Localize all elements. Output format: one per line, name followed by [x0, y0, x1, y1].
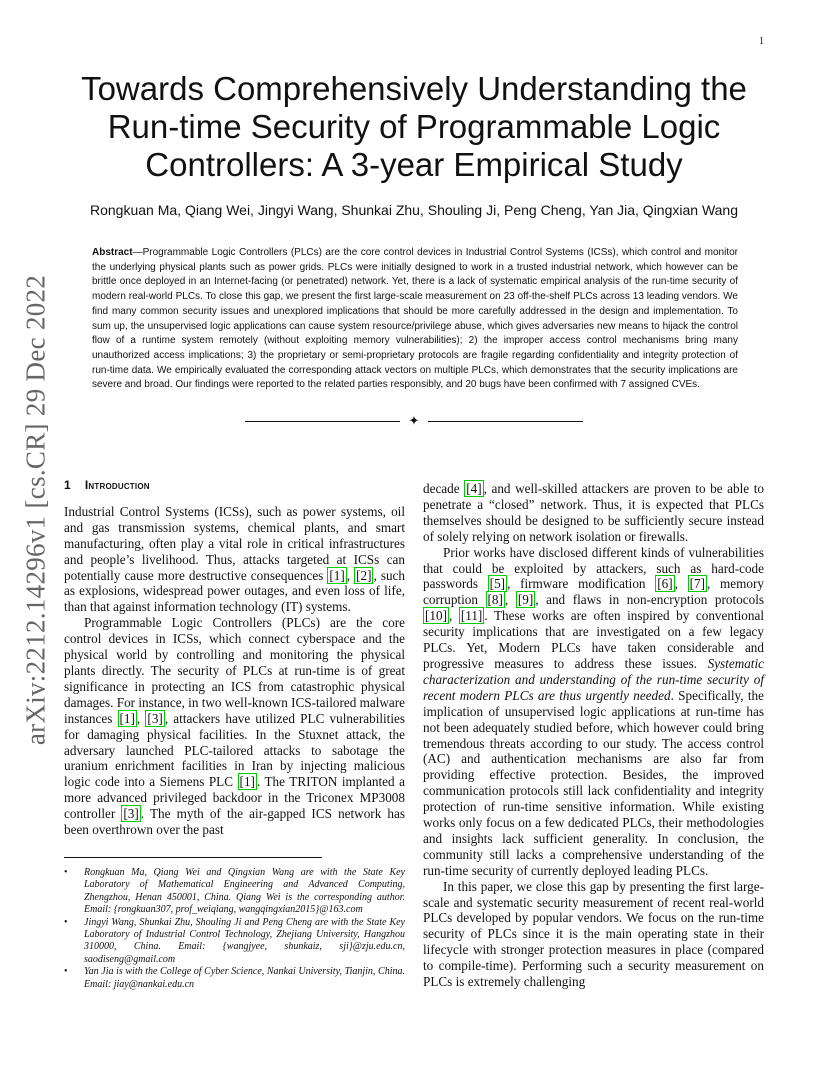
text-run: , — [504, 592, 516, 608]
divider-line-left — [245, 421, 400, 422]
emphasized-text: Systematic characterization and understanding of the run-time security of recent modern PLCs are thus urgently needed — [423, 655, 764, 703]
citation-link[interactable]: [5] — [489, 576, 506, 592]
footnote-text: Jingyi Wang, Shunkai Zhu, Shouling Ji and Peng Cheng are with the State Key Laboratory of Industrial Control Technology, Zhejiang University, Hangzhou 310000, China. Email: {wangjyee, shunkaiz, sji}@zju.edu.cn, saodiseng@gmail.com — [84, 916, 405, 965]
abstract — [92, 246, 738, 393]
citation-link[interactable]: [3] — [147, 710, 163, 726]
bullet-icon: • — [64, 916, 68, 928]
citation-link[interactable]: [1] — [329, 567, 345, 583]
paragraph — [423, 481, 764, 545]
citation-link[interactable]: [7] — [689, 576, 706, 592]
paper-title: Towards Comprehensively Understanding the Run-time Security of Programmable Logic Controllers: A 3-year Empirical Study — [81, 70, 747, 183]
footnote-text: Yan Jia is with the College of Cyber Science, Nankai University, Tianjin, China. Email: jiay@nankai.edu.cn — [84, 966, 405, 990]
text-run: , such as explosions, widespread power outages, and even loss of life, than that against information technology (IT) systems. — [64, 567, 405, 615]
citation-link[interactable]: [10] — [425, 608, 447, 624]
footnote-item — [64, 917, 405, 967]
citation-link[interactable]: [11] — [460, 608, 483, 624]
paragraph — [64, 615, 405, 838]
text-run: , attackers have utilized PLC vulnerabilities for damaging physical facilities. In the Stuxnet attack, the adversary launched PLC-tailored attacks to sabotage the uranium enrichment facilities in Iran by injecting malicious logic code into a Siemens PLC — [64, 710, 405, 790]
footnote-text: Rongkuan Ma, Qiang Wei and Qingxian Wang are with the State Key Laboratory of Mathematical Engineering and Advanced Computing, Zhengzhou, Henan 450001, China. Qiang Wei is the corresponding author. Email: {rongkuan307, prof_weiqiang, wangqingxian2015}@163.com — [84, 867, 405, 916]
divider-star-icon: ✦ — [408, 414, 420, 429]
divider-line-right — [428, 421, 583, 422]
footnotes — [64, 867, 405, 991]
text-run: Industrial Control Systems (ICSs), such as power systems, oil and gas transmission systems, chemical plants, and smart manufacturing, often play a vital role in critical infrastructures and people’s livelihood. Thus, attacks targeted at ICSs can potentially cause more destructive consequences — [64, 503, 405, 583]
right-column — [423, 481, 764, 990]
text-run: , — [136, 710, 146, 726]
text-run: Programmable Logic Controllers (PLCs) are the core control devices in ICSs, which connect cyberspace and the physical world by controlling and monitoring the physical plants directly. The security of PLCs at run-time is of great significance in protecting an ICS from catastrophic physical damages. For instance, in two well-known ICS-tailored malware instances — [64, 615, 405, 726]
bullet-icon: • — [64, 867, 68, 878]
text-run: , and well-skilled attackers are proven to be able to penetrate a “closed” network. Thus, it is expected that PLCs themselves should be designed to be sufficiently secure instead of solely relying on network isolation or firewalls. — [423, 481, 764, 544]
citation-link[interactable]: [2] — [356, 567, 372, 583]
text-run: . The TRITON implanted a more advanced privileged backdoor in the Triconex MP3008 controller — [64, 774, 405, 822]
text-run: , and flaws in non-encryption protocols — [535, 592, 765, 608]
text-run: , — [346, 567, 355, 583]
text-run: , memory corruption — [423, 576, 764, 608]
author-list: Rongkuan Ma, Qiang Wei, Jingyi Wang, Shunkai Zhu, Shouling Ji, Peng Cheng, Yan Jia, Qingxian Wang — [90, 202, 738, 218]
arxiv-stamp — [20, 274, 52, 746]
paragraph: In this paper, we close this gap by presenting the first large-scale and systematic security measurement of recent real-world PLCs developed by popular vendors. We focus on the run-time security of PLCs since it is the main operating state in their lifecycle with stronger protection measures in place (compared to compile-time). Performing such a security measurement on PLCs is extremely challenging — [423, 878, 764, 990]
text-run: . These works are often inspired by conventional security implications that are investigated on a few legacy PLCs. Yet, Modern PLCs have taken considerable and progressive measures to address these issues. — [423, 608, 765, 671]
citation-link[interactable]: [8] — [487, 592, 503, 608]
paragraph — [423, 545, 764, 879]
left-column — [64, 478, 405, 838]
footnote-rule — [64, 857, 322, 858]
section-title: Introduction — [84, 478, 150, 492]
abstract-label: Abstract — [92, 247, 133, 258]
bullet-icon: • — [64, 966, 68, 978]
section-number: 1 — [64, 478, 71, 492]
citation-link[interactable]: [4] — [466, 481, 482, 496]
text-run: Prior works have disclosed different kinds of vulnerabilities that could be exploited by attackers, such as hard-code passwords — [423, 544, 764, 592]
citation-link[interactable]: [1] — [239, 774, 255, 790]
text-run: decade — [423, 481, 465, 496]
footnote-item — [64, 966, 405, 991]
citation-link[interactable]: [1] — [119, 710, 135, 726]
citation-link[interactable]: [3] — [123, 806, 139, 822]
page-number: 1 — [759, 36, 764, 47]
arxiv-stamp-text: arXiv:2212.14296v1 [cs.CR] 29 Dec 2022 — [20, 274, 51, 746]
section-heading — [64, 478, 405, 494]
paragraph — [64, 504, 405, 615]
text-run: , firmware modification — [507, 576, 656, 592]
section-divider — [245, 416, 583, 428]
citation-link[interactable]: [9] — [517, 592, 534, 608]
text-run: . The myth of the air-gapped ICS network has been overthrown over the past — [64, 806, 405, 838]
text-run: , — [448, 608, 459, 624]
text-run: , — [674, 576, 688, 592]
citation-link[interactable]: [6] — [657, 576, 673, 592]
text-run: . Specifically, the implication of unsupervised logic applications at run-time has not been adequately studied before, which however could bring tremendous threats according to our study. The access control (AC) and authentication mechanisms are also far from providing effective protection. Besides, the improved communication protocols still lack confidentiality and integrity protection of run-time sensitive information. While existing works only focus on a few dedicated PLCs, their methodologies and insights lack sufficient generality. In conclusion, the community still lacks a comprehensive understanding of the run-time security of currently deployed leading PLCs. — [423, 687, 764, 878]
footnote-item — [64, 867, 405, 917]
abstract-text: —Programmable Logic Controllers (PLCs) are the core control devices in Industrial Control Systems (ICSs), which control and monitor the underlying physical plants such as power grids. PLCs were initially designed to work in a trusted industrial network, which however can be brittle once deployed in an Internet-facing (or penetrated) network. Yet, there is a lack of systematic empirical analysis of the run-time security of modern real-world PLCs. To close this gap, we present the first large-scale measurement on 23 off-the-shelf PLCs across 13 leading vendors. We find many common security issues and unexplored implications that should be more carefully addressed in the design and implementation. To sum up, the unsupervised logic applications can cause system resource/privilege abuse, which gives adversaries new means to hijack the control flow of a runtime system remotely (without exploiting memory vulnerabilities); 2) the improper access control mechanisms bring many unauthorized access implications; 3) the proprietary or semi-proprietary protocols are fragile regarding confidentiality and integrity protection of run-time data. We empirically evaluated the corresponding attack vectors on multiple PLCs, which demonstrates that the security implications are severe and broad. Our findings were reported to the related parties responsibly, and 20 bugs have been confirmed with 7 assigned CVEs. — [92, 247, 738, 391]
